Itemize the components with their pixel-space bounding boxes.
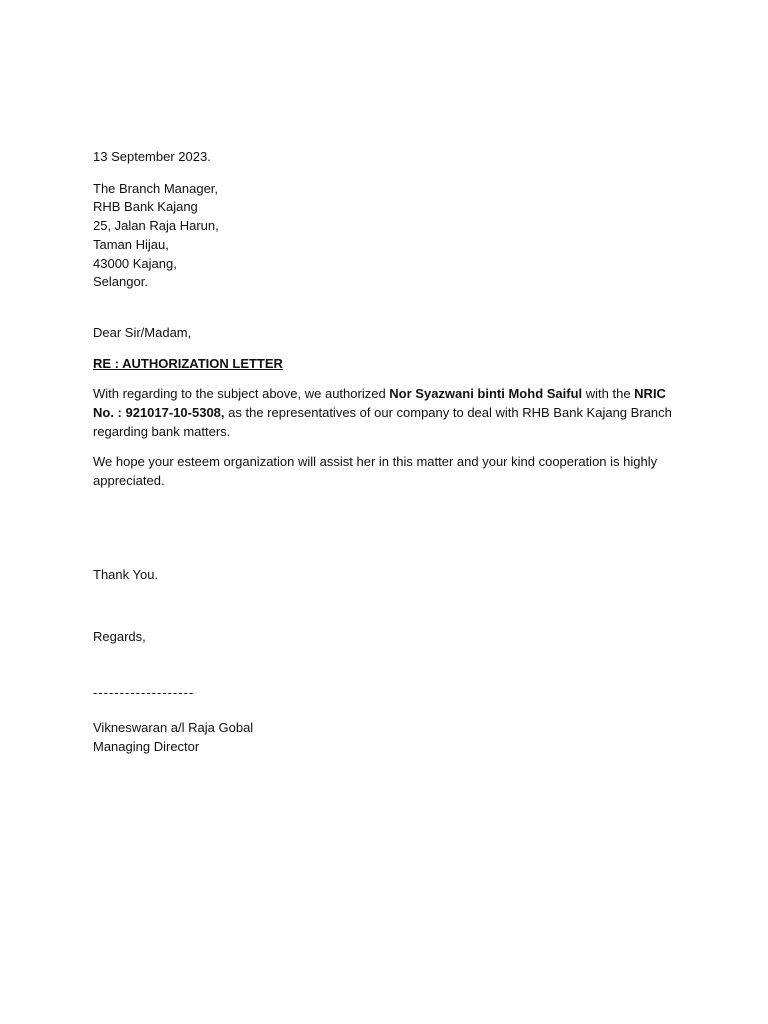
recipient-line: 25, Jalan Raja Harun, <box>93 218 219 234</box>
salutation: Dear Sir/Madam, <box>93 324 192 340</box>
letter-date: 13 September 2023. <box>93 149 211 164</box>
recipient-line: 43000 Kajang, <box>93 255 177 271</box>
recipient-line: RHB Bank Kajang <box>93 199 198 215</box>
signer-name: Vikneswaran a/l Raja Gobal <box>93 719 254 735</box>
signer-title: Managing Director <box>93 738 200 754</box>
paragraph-text: with the <box>582 386 635 402</box>
nric-label: NRIC <box>634 386 666 402</box>
nric-number: No. : 921017-10-5308, <box>93 405 225 421</box>
authorization-paragraph <box>93 385 673 441</box>
paragraph-text: We hope your esteem organization will assist her in this matter and your kind cooperation is highly <box>93 454 658 470</box>
signature-line: ------------------- <box>93 685 195 701</box>
recipient-line: Taman Hijau, <box>93 236 169 252</box>
paragraph-text: With regarding to the subject above, we authorized <box>93 386 390 402</box>
signer-block <box>93 719 673 756</box>
recipient-line: Selangor. <box>93 274 148 290</box>
closing-thanks: Thank You. <box>93 566 159 582</box>
closing-regards: Regards, <box>93 628 146 644</box>
recipient-address <box>93 180 673 292</box>
letter-page <box>93 148 673 756</box>
subject-line: RE : AUTHORIZATION LETTER <box>93 355 283 371</box>
paragraph-text: regarding bank matters. <box>93 423 231 439</box>
authorized-person-name: Nor Syazwani binti Mohd Saiful <box>389 386 583 402</box>
paragraph-text: appreciated. <box>93 473 165 489</box>
recipient-line: The Branch Manager, <box>93 180 219 196</box>
paragraph-text: as the representatives of our company to deal with RHB Bank Kajang Branch <box>224 405 672 421</box>
cooperation-paragraph <box>93 453 673 490</box>
